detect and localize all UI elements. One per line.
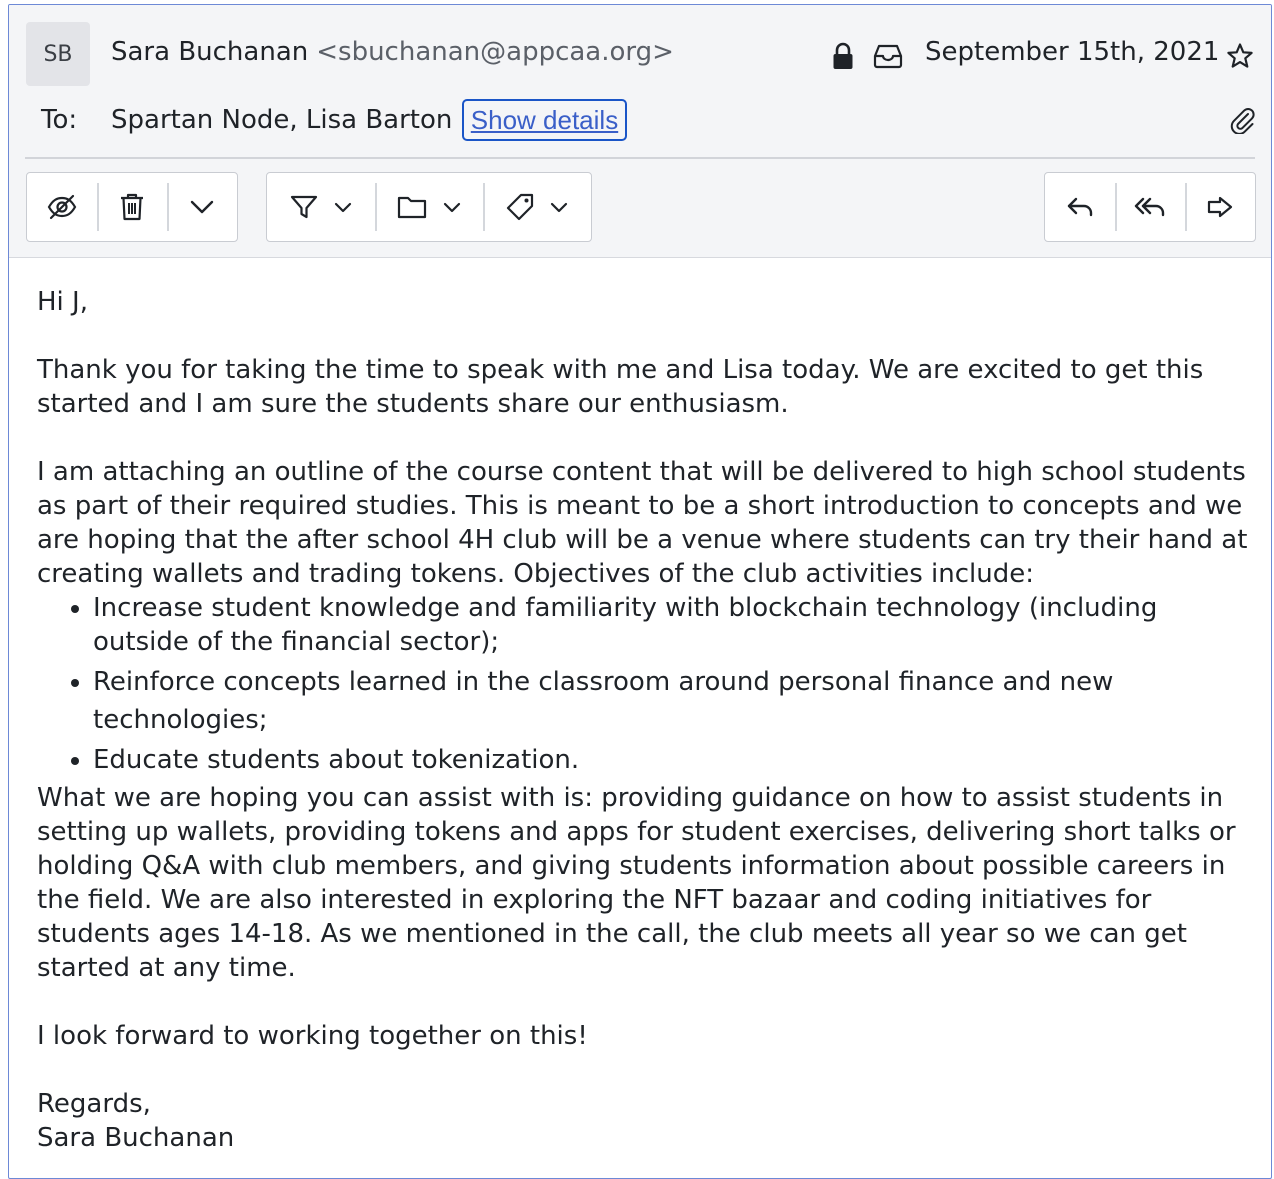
- list-item: • Reinforce concepts learned in the classroom around personal finance and new technologies;: [93, 663, 1252, 739]
- message-date: September 15th, 2021: [925, 37, 1220, 67]
- message-body: [37, 285, 1252, 1155]
- list-item: • Educate students about tokenization.: [93, 743, 1252, 777]
- recipients[interactable]: Spartan Node, Lisa Barton: [111, 105, 453, 135]
- to-label: To:: [41, 105, 78, 135]
- trash-icon: [119, 193, 145, 221]
- toolbar-group-actions: [26, 172, 238, 242]
- chevron-down-icon: [190, 200, 214, 214]
- reply-all-button[interactable]: [1115, 173, 1185, 241]
- chevron-down-icon: [550, 202, 568, 213]
- reply-button[interactable]: [1045, 173, 1115, 241]
- sender-email: <sbuchanan@appcaa.org>: [316, 37, 674, 67]
- eye-off-icon: [47, 194, 77, 220]
- folder-icon: [397, 194, 427, 220]
- closing: Regards,: [37, 1089, 151, 1119]
- sender-name: Sara Buchanan: [111, 37, 309, 67]
- star-icon[interactable]: [1224, 40, 1256, 72]
- greeting: Hi J,: [37, 287, 88, 317]
- list-item: • Increase student knowledge and familiarity with blockchain technology (including outside of the financial sector);: [93, 591, 1252, 659]
- paperclip-icon[interactable]: [1227, 105, 1257, 135]
- chevron-down-icon: [443, 202, 461, 213]
- filter-icon: [290, 194, 318, 220]
- forward-button[interactable]: [1185, 173, 1255, 241]
- reply-icon: [1066, 196, 1094, 218]
- label-dropdown[interactable]: [483, 173, 591, 241]
- inbox-icon[interactable]: [871, 41, 905, 71]
- reply-all-icon: [1134, 196, 1166, 218]
- show-details-link[interactable]: Show details: [462, 99, 627, 141]
- more-actions-dropdown[interactable]: [167, 173, 237, 241]
- body-paragraph: Thank you for taking the time to speak with me and Lisa today. We are excited to get this started and I am sure the students share our enthusiasm.: [37, 355, 1204, 419]
- body-paragraph: What we are hoping you can assist with is: providing guidance on how to assist students in setting up wallets, providing tokens and apps for student exercises, delivering short talks or holding Q&A with club members, and giving students information about possible careers in the field. We are also interested in exploring the NFT bazaar and coding initiatives for students ages 14-18. As we mentioned in the call, the club meets all year so we can get started at any time.: [37, 783, 1236, 983]
- body-paragraph: I look forward to working together on this!: [37, 1021, 588, 1051]
- toolbar-group-reply: [1044, 172, 1256, 242]
- lock-icon: [831, 41, 855, 71]
- message-header: [9, 5, 1271, 258]
- objectives-list: [37, 591, 1252, 777]
- avatar: SB: [26, 22, 90, 86]
- tag-icon: [506, 193, 534, 221]
- body-paragraph: I am attaching an outline of the course content that will be delivered to high school students as part of their required studies. This is meant to be a short introduction to concepts and we are hoping that the after school 4H club will be a venue where students can try their hand at creating wallets and trading tokens. Objectives of the club activities include:: [37, 457, 1248, 589]
- chevron-down-icon: [334, 202, 352, 213]
- forward-icon: [1206, 196, 1234, 218]
- move-to-folder-dropdown[interactable]: [375, 173, 483, 241]
- toolbar-group-organize: [266, 172, 592, 242]
- delete-button[interactable]: [97, 173, 167, 241]
- sender[interactable]: [111, 37, 674, 67]
- message-view: [8, 4, 1272, 1179]
- header-divider: [25, 157, 1255, 159]
- mark-unread-button[interactable]: [27, 173, 97, 241]
- filter-dropdown[interactable]: [267, 173, 375, 241]
- signature: Sara Buchanan: [37, 1123, 235, 1153]
